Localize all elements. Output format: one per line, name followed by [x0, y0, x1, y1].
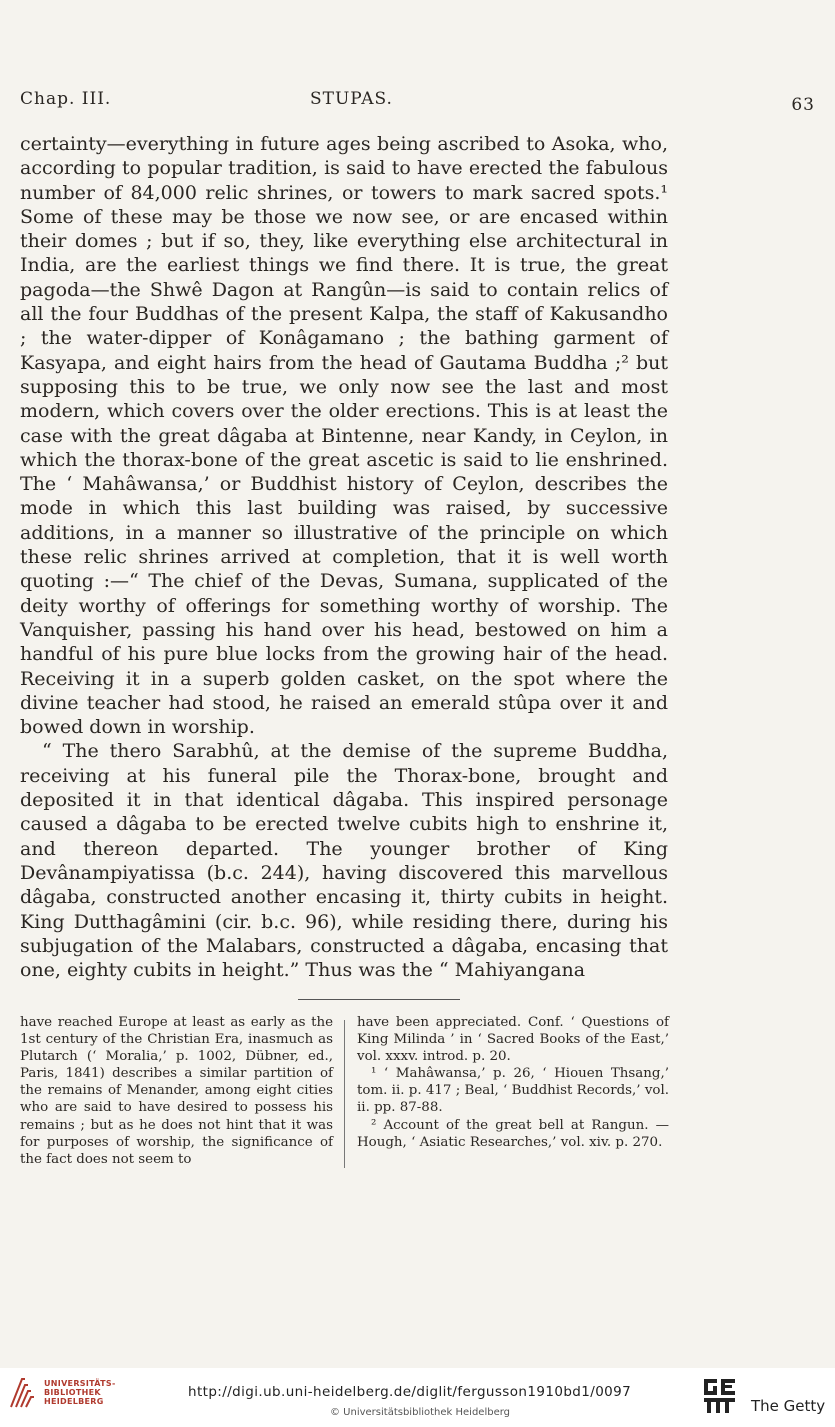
main-text: [20, 132, 668, 982]
running-title: STUPAS.: [310, 89, 393, 109]
footnote-column-left: [20, 1014, 333, 1168]
source-url-link[interactable]: http://digi.ub.uni-heidelberg.de/diglit/fergusson1910bd1/0097: [188, 1384, 632, 1400]
university-library-name: UNIVERSITÄTS- BIBLIOTHEK HEIDELBERG: [44, 1379, 116, 1406]
footnote-2: ² Account of the great bell at Rangun. —Hough, ‘ Asiatic Researches,’ vol. xiv. p. 270.: [357, 1117, 669, 1150]
page-footer: [0, 1368, 835, 1427]
footnote-1: ¹ ‘ Mahâwansa,’ p. 26, ‘ Hiouen Thsang,’ tom. ii. p. 417 ; Beal, ‘ Buddhist Records,’ vol. ii. pp. 87-88.: [357, 1066, 669, 1116]
footnote-column-rule: [344, 1020, 345, 1168]
footnote-continuation-right: have been appreciated. Conf. ‘ Questions of King Milinda ’ in ‘ Sacred Books of the East,’ vol. xxxv. introd. p. 20.: [357, 1015, 669, 1065]
getty-logo-icon[interactable]: [703, 1378, 737, 1414]
page-number: 63: [791, 95, 815, 115]
page-header: [20, 89, 815, 113]
footnote-divider: [298, 999, 460, 1000]
footnote-column-right: [357, 1014, 669, 1151]
copyright-notice: © Universitätsbibliothek Heidelberg: [330, 1407, 511, 1418]
getty-name: The Getty: [751, 1397, 826, 1415]
footnote-continuation: have reached Europe at least as early as the 1st century of the Christian Era, inasmuch as Plutarch (‘ Moralia,’ p. 1002, Dübner, ed., Paris, 1841) describes a similar partition of the remains of Menander, among eight cities who are said to have desired to possess his remains ; but as he does not hint that it was for purposes of worship, the significance of the fact does not seem to: [20, 1015, 333, 1167]
chapter-label: Chap. III.: [20, 89, 112, 109]
university-library-logo-icon[interactable]: [8, 1376, 38, 1410]
paragraph-1: certainty—everything in future ages being ascribed to Asoka, who, according to popular tradition, is said to have erected the fabulous number of 84,000 relic shrines, or towers to mark sacred spots.¹ Some of these may be those we now see, or are encased within their domes ; but if so, they, like everything else architectural in India, are the earliest things we find there. It is true, the great pagoda—the Shwê Dagon at Rangûn—is said to contain relics of all the four Buddhas of the present Kalpa, the staff of Kakusandho ; the water-dipper of Konâgamano ; the bathing garment of Kasyapa, and eight hairs from the head of Gautama Buddha ;² but supposing this to be true, we only now see the last and most modern, which covers over the older erections. This is at least the case with the great dâgaba at Bintenne, near Kandy, in Ceylon, in which the thorax-bone of the great ascetic is said to lie enshrined. The ‘ Mahâwansa,’ or Buddhist history of Ceylon, describes the mode in which this last building was raised, by successive additions, in a manner so illustrative of the principle on which these relic shrines arrived at completion, that it is well worth quoting :—“ The chief of the Devas, Sumana, supplicated of the deity worthy of offerings for something worthy of worship. The Vanquisher, passing his hand over his head, bestowed on him a handful of his pure blue locks from the growing hair of the head. Receiving it in a superb golden casket, on the spot where the divine teacher had stood, he raised an emerald stûpa over it and bowed down in worship.: [20, 133, 668, 739]
paragraph-2: “ The thero Sarabhû, at the demise of the supreme Buddha, receiving at his funeral pile the Thorax-bone, brought and deposited it in that identical dâgaba. This inspired personage caused a dâgaba to be erected twelve cubits high to enshrine it, and thereon departed. The younger brother of King Devânampiyatissa (b.c. 244), having discovered this marvellous dâgaba, constructed another encasing it, thirty cubits in height. King Dutthagâmini (cir. b.c. 96), while residing there, during his subjugation of the Malabars, constructed a dâgaba, encasing that one, eighty cubits in height.” Thus was the “ Mahiyangana: [20, 740, 668, 982]
